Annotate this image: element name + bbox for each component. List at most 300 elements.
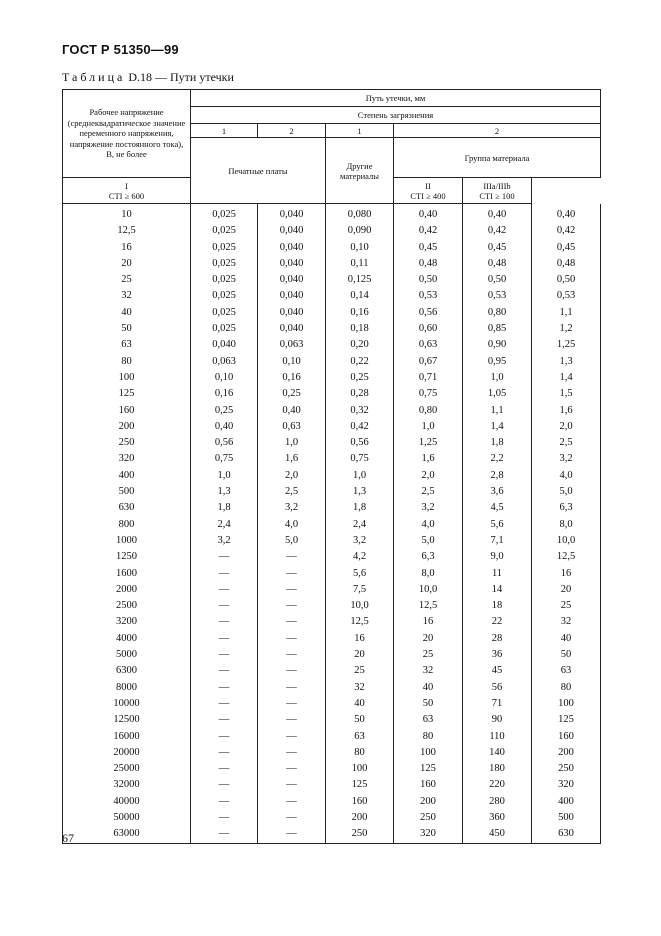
group-ii-cell: 0,42: [463, 223, 532, 239]
boards-degree2-cell: —: [258, 712, 326, 728]
group-iii-cell: 100: [532, 696, 601, 712]
boards-degree2-cell: 0,040: [258, 272, 326, 288]
group-ii-cell: 2,2: [463, 451, 532, 467]
group-ii-cell: 1,4: [463, 419, 532, 435]
group-iii-cell: 8,0: [532, 517, 601, 533]
group-i-cell: 10,0: [394, 582, 463, 598]
group-iii-cell: 40: [532, 631, 601, 647]
boards-degree2-cell: 0,040: [258, 321, 326, 337]
group-i-cell: 1,6: [394, 451, 463, 467]
group-ii-cell: 0,45: [463, 240, 532, 256]
group-iii-cell: 125: [532, 712, 601, 728]
group-iii-cell: 0,42: [532, 223, 601, 239]
table-row: [63, 549, 601, 565]
group-iii-cell: 200: [532, 745, 601, 761]
boards-degree1-cell: 0,025: [191, 256, 258, 272]
other-degree1-cell: 250: [326, 826, 394, 843]
table-row: [63, 240, 601, 256]
group-iii-cell: 6,3: [532, 500, 601, 516]
voltage-cell: 630: [63, 500, 191, 516]
boards-degree1-cell: 0,25: [191, 403, 258, 419]
group-ii-cell: 1,0: [463, 370, 532, 386]
table-row: [63, 223, 601, 239]
other-degree1-cell: 0,14: [326, 288, 394, 304]
group-i-name: I: [125, 180, 128, 191]
group-iii-name: IIIa/IIIb: [483, 180, 511, 191]
boards-degree1-cell: —: [191, 794, 258, 810]
boards-degree1-cell: —: [191, 598, 258, 614]
boards-degree2-cell: —: [258, 647, 326, 663]
voltage-cell: 12,5: [63, 223, 191, 239]
group-iii-cell: 12,5: [532, 549, 601, 565]
voltage-cell: 400: [63, 468, 191, 484]
table-row: [63, 566, 601, 582]
material-group-iii: [463, 178, 532, 204]
boards-degree2-cell: —: [258, 794, 326, 810]
group-iii-cell: 500: [532, 810, 601, 826]
table-row: [63, 598, 601, 614]
boards-degree2-cell: 0,40: [258, 403, 326, 419]
voltage-cell: 8000: [63, 680, 191, 696]
other-degree1-cell: 80: [326, 745, 394, 761]
group-i-cell: 0,60: [394, 321, 463, 337]
boards-degree1-cell: 3,2: [191, 533, 258, 549]
table-row: [63, 582, 601, 598]
group-i-cell: 0,80: [394, 403, 463, 419]
boards-degree2-cell: 0,63: [258, 419, 326, 435]
group-ii-cell: 2,8: [463, 468, 532, 484]
group-iii-cell: 630: [532, 826, 601, 843]
other-degree1-cell: 10,0: [326, 598, 394, 614]
voltage-cell: 10: [63, 204, 191, 224]
group-ii-cti: CTI ≥ 400: [410, 190, 446, 201]
pollution-degree-header: Степень загрязнения: [191, 107, 601, 124]
group-iii-cell: 2,5: [532, 435, 601, 451]
boards-degree2-cell: 2,5: [258, 484, 326, 500]
group-iii-cell: 1,1: [532, 305, 601, 321]
group-i-cell: 4,0: [394, 517, 463, 533]
boards-degree1-cell: —: [191, 647, 258, 663]
other-degree1-cell: 0,080: [326, 204, 394, 224]
group-iii-cell: 0,48: [532, 256, 601, 272]
voltage-cell: 500: [63, 484, 191, 500]
group-iii-cell: 63: [532, 663, 601, 679]
table-row: [63, 484, 601, 500]
boards-degree2-cell: —: [258, 614, 326, 630]
boards-degree2-cell: —: [258, 696, 326, 712]
other-degree1-cell: 0,18: [326, 321, 394, 337]
table-row: [63, 761, 601, 777]
voltage-cell: 20: [63, 256, 191, 272]
table-caption-word: Таблица: [62, 70, 126, 84]
group-ii-cell: 360: [463, 810, 532, 826]
voltage-cell: 1250: [63, 549, 191, 565]
group-ii-cell: 0,53: [463, 288, 532, 304]
other-degree1-cell: 3,2: [326, 533, 394, 549]
table-row: [63, 647, 601, 663]
group-iii-cell: 0,50: [532, 272, 601, 288]
voltage-cell: 32: [63, 288, 191, 304]
table-row: [63, 777, 601, 793]
pollution-degree-1-boards: 1: [191, 124, 258, 138]
boards-degree1-cell: 0,10: [191, 370, 258, 386]
other-degree1-cell: 0,10: [326, 240, 394, 256]
other-degree1-cell: 5,6: [326, 566, 394, 582]
table-row: [63, 256, 601, 272]
boards-degree1-cell: —: [191, 549, 258, 565]
other-degree1-cell: 0,22: [326, 354, 394, 370]
group-i-cti: CTI ≥ 600: [108, 190, 145, 201]
table-row: [63, 272, 601, 288]
voltage-cell: 50000: [63, 810, 191, 826]
boards-degree1-cell: —: [191, 729, 258, 745]
boards-degree1-cell: 0,75: [191, 451, 258, 467]
table-row: [63, 810, 601, 826]
group-ii-name: II: [425, 180, 431, 191]
boards-degree2-cell: —: [258, 810, 326, 826]
group-iii-cell: 0,45: [532, 240, 601, 256]
group-iii-cell: 400: [532, 794, 601, 810]
other-degree1-cell: 4,2: [326, 549, 394, 565]
other-degree1-cell: 200: [326, 810, 394, 826]
boards-degree1-cell: 1,3: [191, 484, 258, 500]
group-i-cell: 2,5: [394, 484, 463, 500]
group-i-cell: 25: [394, 647, 463, 663]
table-row: [63, 403, 601, 419]
other-degree1-cell: 0,28: [326, 386, 394, 402]
group-ii-cell: 0,95: [463, 354, 532, 370]
group-i-cell: 0,50: [394, 272, 463, 288]
boards-degree1-cell: —: [191, 663, 258, 679]
group-ii-cell: 1,1: [463, 403, 532, 419]
group-iii-cell: 1,5: [532, 386, 601, 402]
pollution-degree-2-other: 2: [394, 124, 601, 138]
other-degree1-cell: 0,56: [326, 435, 394, 451]
boards-degree2-cell: 5,0: [258, 533, 326, 549]
group-iii-cti: CTI ≥ 100: [479, 190, 515, 201]
boards-degree2-cell: 0,040: [258, 256, 326, 272]
boards-degree1-cell: —: [191, 826, 258, 843]
voltage-cell: 40: [63, 305, 191, 321]
group-iii-cell: 25: [532, 598, 601, 614]
boards-degree2-cell: —: [258, 663, 326, 679]
voltage-cell: 5000: [63, 647, 191, 663]
group-iii-cell: 1,6: [532, 403, 601, 419]
boards-degree1-cell: —: [191, 761, 258, 777]
other-degree1-cell: 1,3: [326, 484, 394, 500]
voltage-cell: 12500: [63, 712, 191, 728]
group-i-cell: 8,0: [394, 566, 463, 582]
table-row: [63, 745, 601, 761]
group-ii-cell: 90: [463, 712, 532, 728]
table-row: [63, 435, 601, 451]
boards-degree1-cell: 1,8: [191, 500, 258, 516]
group-i-cell: 40: [394, 680, 463, 696]
boards-degree2-cell: 0,040: [258, 240, 326, 256]
group-iii-cell: 3,2: [532, 451, 601, 467]
table-row: [63, 696, 601, 712]
group-ii-cell: 18: [463, 598, 532, 614]
group-ii-cell: 110: [463, 729, 532, 745]
group-ii-cell: 71: [463, 696, 532, 712]
group-ii-cell: 180: [463, 761, 532, 777]
boards-degree1-cell: 0,025: [191, 272, 258, 288]
boards-degree2-cell: —: [258, 826, 326, 843]
boards-degree2-cell: —: [258, 582, 326, 598]
voltage-cell: 2000: [63, 582, 191, 598]
boards-degree1-cell: —: [191, 614, 258, 630]
boards-degree1-cell: 0,025: [191, 240, 258, 256]
table-row: [63, 631, 601, 647]
boards-degree1-cell: —: [191, 810, 258, 826]
other-degree1-cell: 160: [326, 794, 394, 810]
group-iii-cell: 1,2: [532, 321, 601, 337]
boards-degree2-cell: —: [258, 598, 326, 614]
other-degree1-cell: 25: [326, 663, 394, 679]
boards-degree2-cell: —: [258, 549, 326, 565]
other-degree1-cell: 0,32: [326, 403, 394, 419]
voltage-cell: 320: [63, 451, 191, 467]
other-degree1-cell: 2,4: [326, 517, 394, 533]
group-i-cell: 0,71: [394, 370, 463, 386]
group-ii-cell: 220: [463, 777, 532, 793]
voltage-cell: 25: [63, 272, 191, 288]
group-iii-cell: 0,53: [532, 288, 601, 304]
voltage-cell: 80: [63, 354, 191, 370]
group-i-cell: 32: [394, 663, 463, 679]
group-i-cell: 0,63: [394, 337, 463, 353]
boards-degree2-cell: 0,063: [258, 337, 326, 353]
group-ii-cell: 0,40: [463, 204, 532, 224]
document-header: ГОСТ Р 51350—99: [62, 42, 179, 57]
table-row: [63, 305, 601, 321]
other-degree1-cell: 0,75: [326, 451, 394, 467]
group-ii-cell: 0,90: [463, 337, 532, 353]
voltage-cell: 40000: [63, 794, 191, 810]
group-i-cell: 200: [394, 794, 463, 810]
other-degree1-cell: 50: [326, 712, 394, 728]
table-row: [63, 370, 601, 386]
leakage-path-header: Путь утечки, мм: [191, 90, 601, 107]
group-iii-cell: 80: [532, 680, 601, 696]
boards-degree1-cell: 0,40: [191, 419, 258, 435]
boards-degree1-cell: —: [191, 631, 258, 647]
printed-boards-header: Печатные платы: [191, 138, 326, 204]
voltage-cell: 16: [63, 240, 191, 256]
table-row: [63, 533, 601, 549]
table-row: [63, 500, 601, 516]
other-degree1-cell: 0,20: [326, 337, 394, 353]
voltage-cell: 3200: [63, 614, 191, 630]
boards-degree1-cell: —: [191, 566, 258, 582]
table-row: [63, 204, 601, 224]
group-ii-cell: 0,85: [463, 321, 532, 337]
boards-degree2-cell: 0,040: [258, 288, 326, 304]
group-ii-cell: 280: [463, 794, 532, 810]
group-iii-cell: 0,40: [532, 204, 601, 224]
other-degree1-cell: 0,42: [326, 419, 394, 435]
group-iii-cell: 160: [532, 729, 601, 745]
group-ii-cell: 36: [463, 647, 532, 663]
group-i-cell: 0,75: [394, 386, 463, 402]
boards-degree2-cell: —: [258, 680, 326, 696]
group-i-cell: 80: [394, 729, 463, 745]
other-degree1-cell: 32: [326, 680, 394, 696]
boards-degree2-cell: 2,0: [258, 468, 326, 484]
boards-degree2-cell: —: [258, 729, 326, 745]
group-i-cell: 6,3: [394, 549, 463, 565]
boards-degree1-cell: 0,063: [191, 354, 258, 370]
voltage-cell: 16000: [63, 729, 191, 745]
boards-degree2-cell: 1,6: [258, 451, 326, 467]
group-ii-cell: 22: [463, 614, 532, 630]
table-row: [63, 419, 601, 435]
group-i-cell: 20: [394, 631, 463, 647]
voltage-cell: 50: [63, 321, 191, 337]
material-group-ii: [394, 178, 463, 204]
boards-degree2-cell: —: [258, 777, 326, 793]
boards-degree1-cell: 0,16: [191, 386, 258, 402]
other-degree1-cell: 1,0: [326, 468, 394, 484]
boards-degree1-cell: —: [191, 696, 258, 712]
group-ii-cell: 0,48: [463, 256, 532, 272]
group-i-cell: 0,67: [394, 354, 463, 370]
other-degree1-cell: 0,090: [326, 223, 394, 239]
boards-degree2-cell: 1,0: [258, 435, 326, 451]
table-body: [63, 204, 601, 844]
boards-degree2-cell: 0,10: [258, 354, 326, 370]
other-degree1-cell: 7,5: [326, 582, 394, 598]
group-i-cell: 63: [394, 712, 463, 728]
other-degree1-cell: 0,11: [326, 256, 394, 272]
group-i-cell: 0,42: [394, 223, 463, 239]
group-ii-cell: 28: [463, 631, 532, 647]
boards-degree2-cell: 0,040: [258, 204, 326, 224]
group-ii-cell: 0,80: [463, 305, 532, 321]
voltage-cell: 20000: [63, 745, 191, 761]
table-row: [63, 794, 601, 810]
material-group-header: Группа материала: [394, 138, 601, 178]
other-degree1-cell: 0,125: [326, 272, 394, 288]
group-i-cell: 12,5: [394, 598, 463, 614]
group-i-cell: 0,56: [394, 305, 463, 321]
boards-degree1-cell: —: [191, 777, 258, 793]
voltage-cell: 250: [63, 435, 191, 451]
table-row: [63, 663, 601, 679]
boards-degree1-cell: —: [191, 745, 258, 761]
voltage-cell: 1600: [63, 566, 191, 582]
group-ii-cell: 3,6: [463, 484, 532, 500]
voltage-cell: 160: [63, 403, 191, 419]
group-i-cell: 125: [394, 761, 463, 777]
voltage-cell: 10000: [63, 696, 191, 712]
group-iii-cell: 10,0: [532, 533, 601, 549]
voltage-cell: 63: [63, 337, 191, 353]
voltage-cell: 63000: [63, 826, 191, 843]
boards-degree1-cell: —: [191, 712, 258, 728]
other-degree1-cell: 20: [326, 647, 394, 663]
other-degree1-cell: 100: [326, 761, 394, 777]
group-i-cell: 3,2: [394, 500, 463, 516]
boards-degree2-cell: 0,040: [258, 223, 326, 239]
boards-degree1-cell: 0,025: [191, 321, 258, 337]
group-i-cell: 16: [394, 614, 463, 630]
group-ii-cell: 5,6: [463, 517, 532, 533]
table-row: [63, 386, 601, 402]
table-row: [63, 321, 601, 337]
boards-degree2-cell: —: [258, 745, 326, 761]
boards-degree1-cell: 2,4: [191, 517, 258, 533]
other-materials-header: Другие материалы: [326, 138, 394, 204]
other-degree1-cell: 125: [326, 777, 394, 793]
table-row: [63, 354, 601, 370]
boards-degree1-cell: 0,040: [191, 337, 258, 353]
voltage-cell: 25000: [63, 761, 191, 777]
group-i-cell: 100: [394, 745, 463, 761]
group-i-cell: 0,45: [394, 240, 463, 256]
boards-degree2-cell: —: [258, 761, 326, 777]
group-iii-cell: 5,0: [532, 484, 601, 500]
table-row: [63, 614, 601, 630]
group-iii-cell: 4,0: [532, 468, 601, 484]
table-row: [63, 288, 601, 304]
group-ii-cell: 11: [463, 566, 532, 582]
voltage-cell: 200: [63, 419, 191, 435]
group-ii-cell: 14: [463, 582, 532, 598]
boards-degree2-cell: 3,2: [258, 500, 326, 516]
table-row: [63, 729, 601, 745]
group-ii-cell: 1,8: [463, 435, 532, 451]
group-iii-cell: 250: [532, 761, 601, 777]
table-row: [63, 680, 601, 696]
boards-degree1-cell: 0,025: [191, 204, 258, 224]
table-row: [63, 712, 601, 728]
page-number: 67: [62, 831, 74, 845]
table-row: [63, 468, 601, 484]
pollution-degree-1-other: 1: [326, 124, 394, 138]
other-degree1-cell: 63: [326, 729, 394, 745]
group-i-cell: 2,0: [394, 468, 463, 484]
table-row: [63, 337, 601, 353]
boards-degree2-cell: —: [258, 566, 326, 582]
group-iii-cell: 2,0: [532, 419, 601, 435]
other-degree1-cell: 16: [326, 631, 394, 647]
group-i-cell: 320: [394, 826, 463, 843]
group-i-cell: 250: [394, 810, 463, 826]
group-ii-cell: 9,0: [463, 549, 532, 565]
boards-degree2-cell: 4,0: [258, 517, 326, 533]
voltage-cell: 125: [63, 386, 191, 402]
group-iii-cell: 20: [532, 582, 601, 598]
group-iii-cell: 50: [532, 647, 601, 663]
group-iii-cell: 1,25: [532, 337, 601, 353]
table-row: [63, 826, 601, 843]
group-ii-cell: 7,1: [463, 533, 532, 549]
table-row: [63, 517, 601, 533]
group-iii-cell: 1,3: [532, 354, 601, 370]
voltage-cell: 100: [63, 370, 191, 386]
boards-degree1-cell: 0,025: [191, 288, 258, 304]
table-row: [63, 451, 601, 467]
leakage-path-table: [62, 89, 601, 844]
group-iii-cell: 32: [532, 614, 601, 630]
boards-degree2-cell: 0,16: [258, 370, 326, 386]
table-caption: [62, 70, 234, 85]
group-i-cell: 5,0: [394, 533, 463, 549]
group-ii-cell: 1,05: [463, 386, 532, 402]
group-ii-cell: 0,50: [463, 272, 532, 288]
boards-degree2-cell: 0,040: [258, 305, 326, 321]
